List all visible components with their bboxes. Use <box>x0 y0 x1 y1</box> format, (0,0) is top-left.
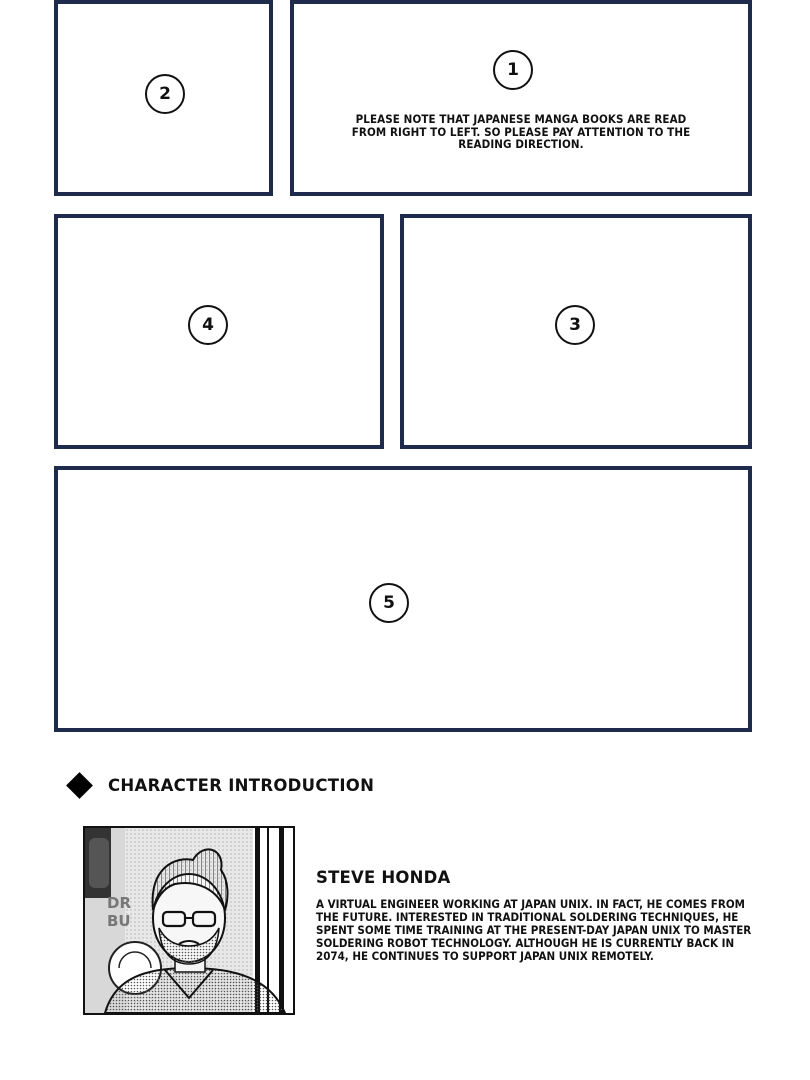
manga-panel-2 <box>54 0 273 196</box>
manga-panel-1 <box>290 0 752 196</box>
manga-panel-4 <box>54 214 384 449</box>
panel-number-badge: 1 <box>493 50 533 90</box>
panel-number-badge: 5 <box>369 583 409 623</box>
panel-number-badge: 3 <box>555 305 595 345</box>
portrait-sign-line: BU <box>107 912 131 930</box>
character-name: STEVE HONDA <box>316 868 451 887</box>
panel-number-badge: 2 <box>145 74 185 114</box>
manga-panel-3 <box>400 214 752 449</box>
reading-direction-note <box>294 113 748 151</box>
portrait-sign-line: DR <box>107 894 132 912</box>
manga-panel-5 <box>54 466 752 732</box>
panel-number-badge: 4 <box>188 305 228 345</box>
portrait-sign-text <box>107 894 131 930</box>
section-title: CHARACTER INTRODUCTION <box>108 776 375 795</box>
character-portrait <box>83 826 295 1015</box>
character-description: A VIRTUAL ENGINEER WORKING AT JAPAN UNIX. IN FACT, HE COMES FROM THE FUTURE. INTERESTED IN TRADITIONAL SOLDERING TECHNIQUES, HE SPENT SOME TIME TRAINING AT THE PRESENT-DAY JAPAN UNIX TO MASTER SOLDERING ROBOT TECHNOLOGY. ALTHOUGH HE IS CURRENTLY BACK IN 2074, HE CONTINUES TO SUPPORT JAPAN UNIX REMOTELY. <box>316 897 752 963</box>
diamond-icon <box>66 772 93 799</box>
reading-direction-note-text: PLEASE NOTE THAT JAPANESE MANGA BOOKS ARE READ FROM RIGHT TO LEFT. SO PLEASE PAY ATTENTION TO THE READING DIRECTION. <box>351 112 691 151</box>
